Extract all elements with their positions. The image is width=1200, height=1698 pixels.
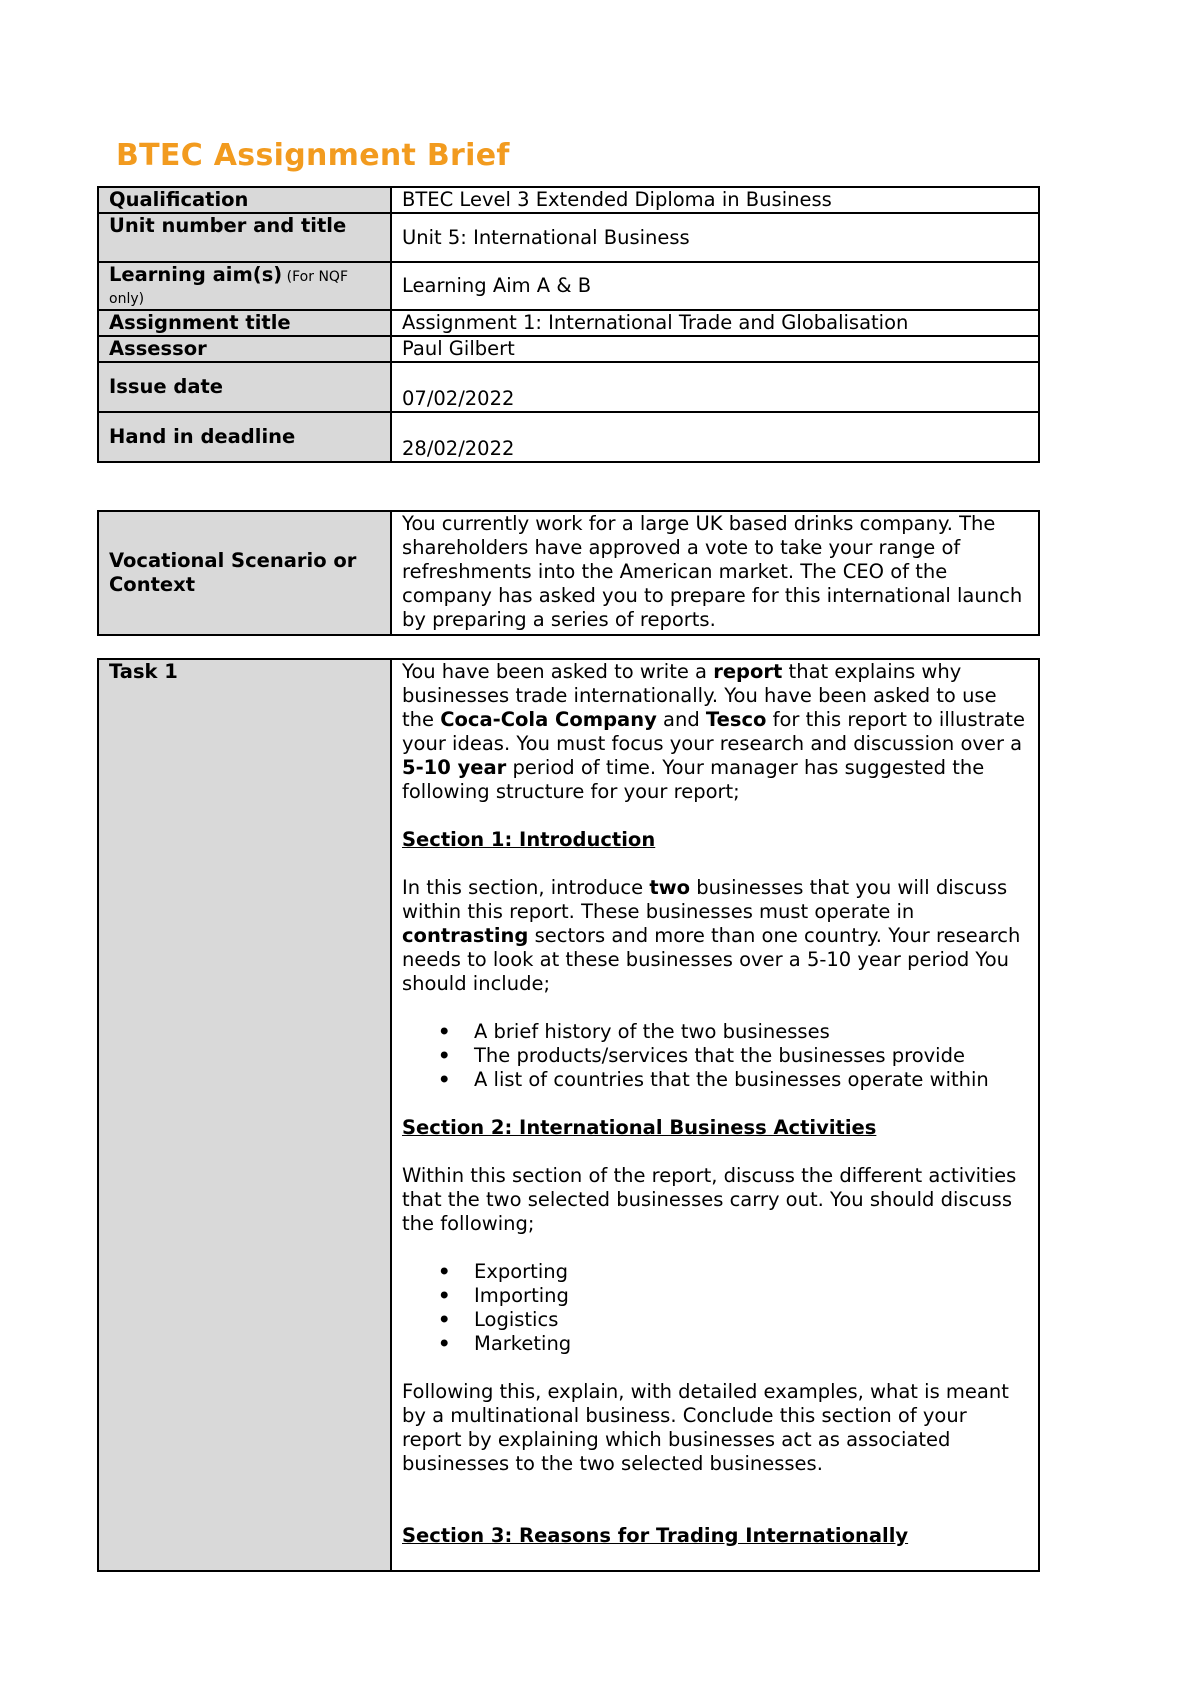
- unit-value: Unit 5: International Business: [391, 213, 1039, 262]
- deadline-label: Hand in deadline: [98, 412, 391, 462]
- task1-content: [391, 659, 1039, 1571]
- section2-text: Within this section of the report, discuss the different activities that the two selected businesses carry out. You should discuss the following;: [402, 1164, 1017, 1235]
- deadline-value: 28/02/2022: [391, 412, 1039, 462]
- task1-label: Task 1: [98, 659, 391, 1571]
- list-item: • A list of countries that the businesses operate within: [474, 1068, 1028, 1092]
- aims-label: Learning aim(s): [109, 263, 283, 286]
- section1-text: In this section, introduce two businesses that you will discuss within this report. These businesses must operate in contrasting sectors and more than one country. Your research needs to look at these businesses over a 5-10 year period You should include;: [402, 876, 1021, 995]
- aims-label-cell: [98, 262, 391, 310]
- issue-value: 07/02/2022: [391, 362, 1039, 412]
- section2-followup: Following this, explain, with detailed examples, what is meant by a multinational business. Conclude this section of your report by explaining which businesses act as associated businesses to the two selected businesses.: [402, 1380, 1009, 1475]
- task1-row: [98, 659, 1039, 1571]
- section2-heading: Section 2: International Business Activities: [402, 1116, 877, 1139]
- list-item: • A brief history of the two businesses: [474, 1020, 1028, 1044]
- task-table: [97, 658, 1040, 1572]
- qualification-value: BTEC Level 3 Extended Diploma in Business: [391, 187, 1039, 213]
- scenario-text: You currently work for a large UK based drinks company. The shareholders have approved a vote to take your range of refreshments into the American market. The CEO of the company has asked you to prepare for this international launch by preparing a series of reports.: [391, 511, 1039, 635]
- scenario-table: [97, 510, 1040, 636]
- assignment-label: Assignment title: [98, 310, 391, 336]
- qualification-label: Qualification: [98, 187, 391, 213]
- qualification-row: [98, 187, 1039, 213]
- document-title: BTEC Assignment Brief: [116, 138, 510, 173]
- list-item: • Importing: [474, 1284, 1028, 1308]
- aims-row: [98, 262, 1039, 310]
- scenario-row: [98, 511, 1039, 635]
- issue-row: [98, 362, 1039, 412]
- task1-intro: You have been asked to write a report that explains why businesses trade internationally. You have been asked to use the Coca-Cola Company and Tesco for this report to illustrate your ideas. You must focus your research and discussion over a 5-10 year period of time. Your manager has suggested the following structure for your report;: [402, 660, 1025, 803]
- assessor-label: Assessor: [98, 336, 391, 362]
- aims-value: Learning Aim A & B: [391, 262, 1039, 310]
- list-item: • Exporting: [474, 1260, 1028, 1284]
- assignment-row: [98, 310, 1039, 336]
- deadline-row: [98, 412, 1039, 462]
- list-item: • Marketing: [474, 1332, 1028, 1356]
- issue-label: Issue date: [98, 362, 391, 412]
- info-table: [97, 186, 1040, 463]
- list-item: • Logistics: [474, 1308, 1028, 1332]
- assignment-value: Assignment 1: International Trade and Globalisation: [391, 310, 1039, 336]
- section2-bullets: [402, 1260, 1028, 1356]
- unit-row: [98, 213, 1039, 262]
- unit-label: Unit number and title: [98, 213, 391, 262]
- list-item: • The products/services that the businesses provide: [474, 1044, 1028, 1068]
- assessor-value: Paul Gilbert: [391, 336, 1039, 362]
- assessor-row: [98, 336, 1039, 362]
- scenario-label: Vocational Scenario or Context: [98, 511, 391, 635]
- section1-heading: Section 1: Introduction: [402, 828, 656, 851]
- section3-heading: Section 3: Reasons for Trading Internationally: [402, 1524, 909, 1547]
- aims-note: (For NQF only): [109, 269, 349, 307]
- section1-bullets: [402, 1020, 1028, 1092]
